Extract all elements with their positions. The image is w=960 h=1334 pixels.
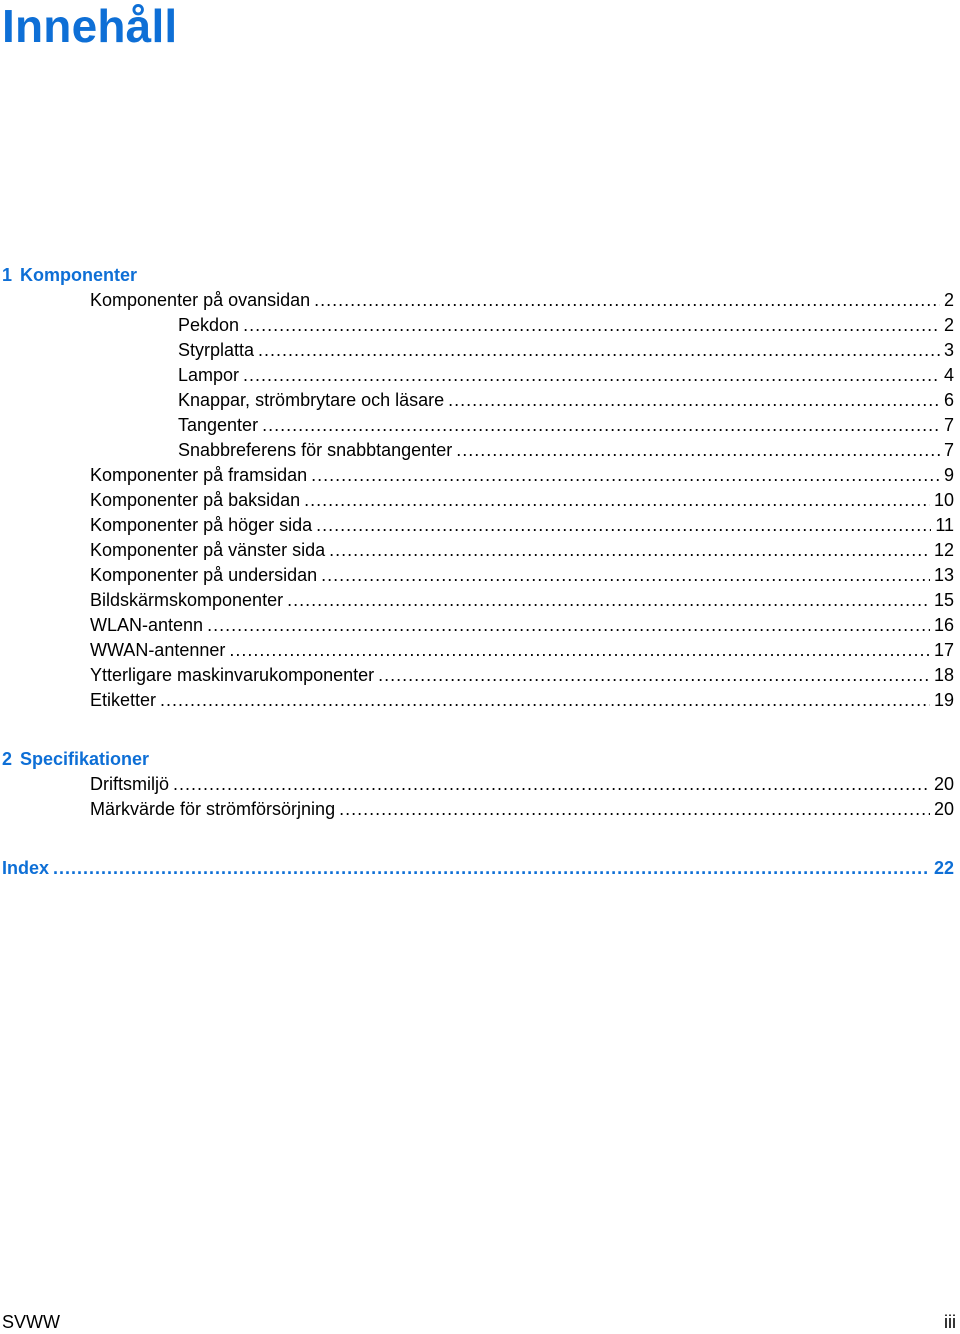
toc-entry-label: Komponenter på baksidan xyxy=(90,490,301,510)
toc-chapter-1 xyxy=(0,263,954,713)
toc-entry[interactable] xyxy=(0,613,954,638)
toc-entry-page: 12 xyxy=(933,540,954,560)
dot-leader xyxy=(311,463,940,488)
toc-entry-page: 18 xyxy=(933,665,954,685)
toc-entry-label: WLAN-antenn xyxy=(90,615,204,635)
toc-entry-page: 6 xyxy=(943,390,954,410)
toc-entry-page: 2 xyxy=(943,290,954,310)
index-entry[interactable] xyxy=(0,856,954,881)
toc-entry[interactable] xyxy=(0,513,954,538)
toc-entry-label: Bildskärmskomponenter xyxy=(90,590,284,610)
toc-entry[interactable] xyxy=(0,363,954,388)
toc-entry[interactable] xyxy=(0,438,954,463)
dot-leader xyxy=(243,313,940,338)
toc-entry-page: 3 xyxy=(943,340,954,360)
chapter-heading-2[interactable] xyxy=(2,747,954,772)
toc-index xyxy=(0,856,954,881)
dot-leader xyxy=(258,338,940,363)
dot-leader xyxy=(339,797,930,822)
toc-entry[interactable] xyxy=(0,338,954,363)
dot-leader xyxy=(229,638,930,663)
chapter-number: 2 xyxy=(2,749,13,769)
toc-entry[interactable] xyxy=(0,313,954,338)
toc-entry-label: Driftsmiljö xyxy=(90,774,169,794)
toc-entry-page: 4 xyxy=(943,365,954,385)
page-title: Innehåll xyxy=(2,0,178,52)
toc-entry-page: 20 xyxy=(933,799,954,819)
dot-leader xyxy=(456,438,940,463)
page-footer xyxy=(0,1310,956,1334)
toc-chapter-2 xyxy=(0,747,954,822)
dot-leader xyxy=(321,563,930,588)
toc-entry[interactable] xyxy=(0,638,954,663)
toc-entry[interactable] xyxy=(0,488,954,513)
dot-leader xyxy=(53,856,930,881)
toc-entry-label: WWAN-antenner xyxy=(90,640,226,660)
dot-leader xyxy=(304,488,930,513)
toc-entry-label: Etiketter xyxy=(90,690,157,710)
footer-page-number: iii xyxy=(944,1312,956,1332)
dot-leader xyxy=(173,772,930,797)
toc-entry-page: 17 xyxy=(933,640,954,660)
toc-entry-page: 13 xyxy=(933,565,954,585)
footer-doc-code: SVWW xyxy=(2,1312,60,1332)
chapter-title: Komponenter xyxy=(20,265,138,285)
toc-entry-label: Märkvärde för strömförsörjning xyxy=(90,799,336,819)
toc-entry-label: Styrplatta xyxy=(178,340,255,360)
chapter-title: Specifikationer xyxy=(20,749,150,769)
toc-entry-label: Tangenter xyxy=(178,415,259,435)
toc-entry-page: 7 xyxy=(943,415,954,435)
toc-entry-label: Knappar, strömbrytare och läsare xyxy=(178,390,445,410)
dot-leader xyxy=(160,688,930,713)
toc-entry[interactable] xyxy=(0,463,954,488)
dot-leader xyxy=(243,363,940,388)
dot-leader xyxy=(314,288,940,313)
toc-entry-label: Pekdon xyxy=(178,315,240,335)
toc-entry-page: 11 xyxy=(935,515,954,535)
index-label: Index xyxy=(2,858,50,878)
toc-entry-page: 2 xyxy=(943,315,954,335)
toc-entry-label: Komponenter på undersidan xyxy=(90,565,318,585)
toc-entry-label: Komponenter på framsidan xyxy=(90,465,308,485)
toc-entry[interactable] xyxy=(0,797,954,822)
toc-entry[interactable] xyxy=(0,388,954,413)
toc-entry-label: Komponenter på höger sida xyxy=(90,515,313,535)
dot-leader xyxy=(448,388,940,413)
toc-entry[interactable] xyxy=(0,538,954,563)
toc-entry-page: 10 xyxy=(933,490,954,510)
toc-entry-page: 15 xyxy=(933,590,954,610)
toc-entry[interactable] xyxy=(0,563,954,588)
chapter-number: 1 xyxy=(2,265,13,285)
toc-entry-page: 7 xyxy=(943,440,954,460)
toc-entry[interactable] xyxy=(0,772,954,797)
toc-entry[interactable] xyxy=(0,288,954,313)
toc-entry[interactable] xyxy=(0,688,954,713)
dot-leader xyxy=(329,538,930,563)
toc-entry[interactable] xyxy=(0,413,954,438)
chapter-heading-1[interactable] xyxy=(2,263,954,288)
toc-entry[interactable] xyxy=(0,663,954,688)
toc-entry-label: Ytterligare maskinvarukomponenter xyxy=(90,665,375,685)
toc-entry-page: 16 xyxy=(933,615,954,635)
toc-entry-label: Komponenter på vänster sida xyxy=(90,540,326,560)
toc-entry-page: 20 xyxy=(933,774,954,794)
index-page: 22 xyxy=(933,858,954,878)
toc-entry[interactable] xyxy=(0,588,954,613)
dot-leader xyxy=(378,663,930,688)
dot-leader xyxy=(287,588,930,613)
dot-leader xyxy=(316,513,931,538)
toc-entry-label: Lampor xyxy=(178,365,240,385)
toc-entry-page: 19 xyxy=(933,690,954,710)
toc-entry-label: Komponenter på ovansidan xyxy=(90,290,311,310)
dot-leader xyxy=(207,613,930,638)
toc-entry-label: Snabbreferens för snabbtangenter xyxy=(178,440,453,460)
dot-leader xyxy=(262,413,940,438)
toc-entry-page: 9 xyxy=(943,465,954,485)
